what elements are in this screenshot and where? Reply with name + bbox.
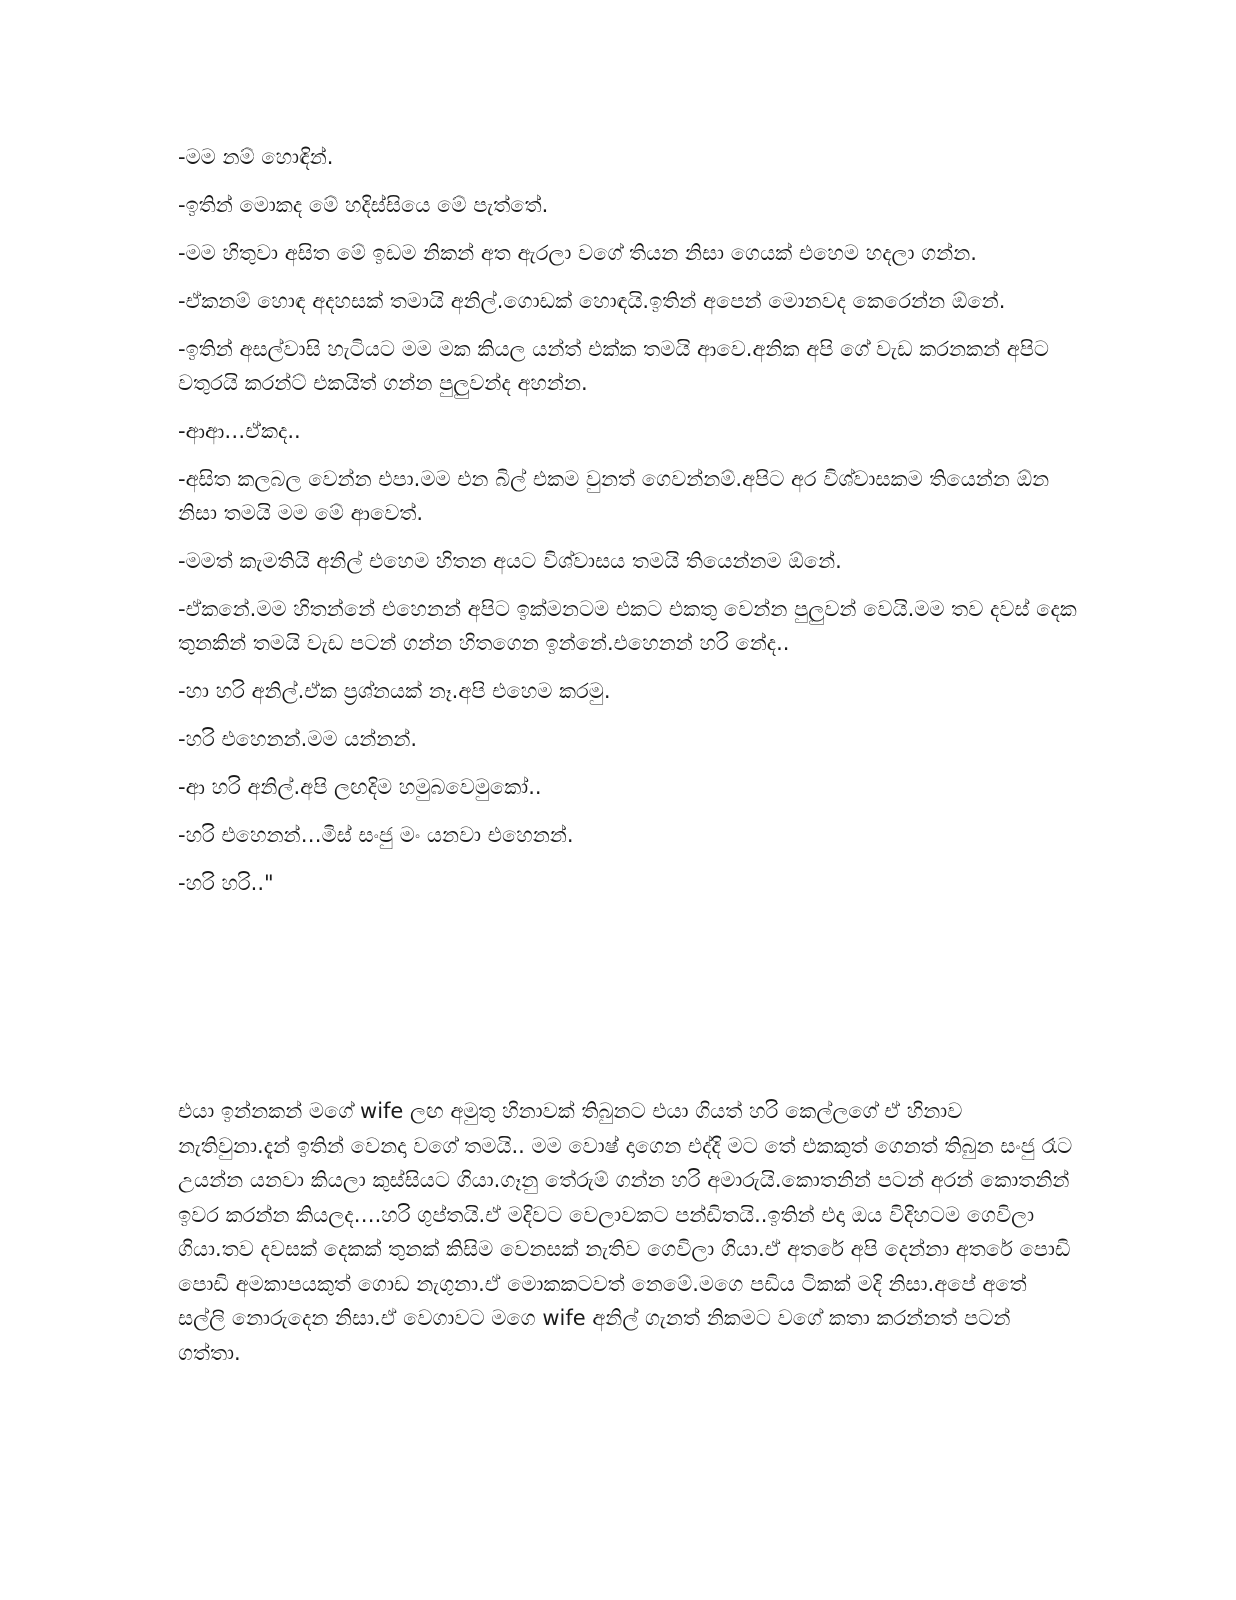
dialogue-line: -මමත් කැමතියි අනිල් එහෙම හිතන අයට විශ්වාසය තමයි තියෙන්නම ඕනේ.	[178, 549, 842, 573]
dialogue-line: -ඒකනේ.මම හිතන්නේ එහෙනන් අපිට ඉක්මනටම එකට එකතු වෙන්න පුලුවන් වෙයි.මම තව දවස් දෙක තුනකින් තමයි වැඩ පටන් ගන්න හිතගෙන ඉන්නේ.එහෙනන් හරි නේද..	[178, 597, 1077, 655]
narrative-paragraph: එයා ඉන්නකන් මගේ wife ලඟ අමුතු හිනාවක් තිබුනට එයා ගියත් හරි කෙල්ලගේ ඒ හිනාව නැතිවුනා.දැන් ඉතින් වෙනදා වගේ තමයි.. මම වොෂ් දාගෙන එද්දි මට තේ එකකුත් ගෙනත් තිබුන සංජු රෑට උයන්න යනවා කියලා කුස්සියට ගියා.ගෑනු තේරුම් ගන්න හරි අමාරුයි.කොතනින් පටන් අරන් කොතනින් ඉවර කරන්න කියලද….හරි ගුප්තයි.ඒ මදිවට වෙලාවකට පන්ඩිතයි..ඉතින් එදා ඔය විදිහටම ගෙවිලා ගියා.තව දවසක් දෙකක් තුනක් කිසිම වෙනසක් නැතිව ගෙවිලා ගියා.ඒ අතරේ අපි දෙන්නා අතරේ පොඩි පොඩි අමකාපයකුත් ගොඩ නැගුනා.ඒ මොකකටවත් නෙමේ.මගෙ පඩිය ටිකක් මදි නිසා.අපේ අතේ සල්ලි නොරුදෙන නිසා.ඒ වෙගාවට මගෙ wife අනිල් ගැනත් නිකමට වගේ කතා කරන්නත් පටන් ගත්තා.	[178, 1099, 1073, 1365]
dialogue-line: -ඒකනම් හොඳ අදහසක් තමායි අනිල්.ගොඩක් හොඳයි.ඉතින් අපෙන් මොනවද කෙරෙන්න ඕනේ.	[178, 289, 1006, 313]
dialogue-line: -ආ හරි අනිල්.අපි ලඟදිම හමුබවෙමුකෝ..	[178, 775, 542, 799]
dialogue-line: -මම හිතුවා අසිත මේ ඉඩම නිකන් අත ඇරලා වගේ තියන නිසා ගෙයක් එහෙම හදලා ගන්න.	[178, 241, 977, 265]
dialogue-line: -ඉතින් අසල්වාසි හැටියට මම මක කියල යන්ත් එක්ක තමයි ආවෙ.අනික අපි ගේ වැඩ කරනකන් අපිට වතුරයි කරන්ට් එකයිත් ගන්න පුලුවන්ද අහන්න.	[178, 337, 1050, 395]
dialogue-line: -අසිත කලබල වෙන්න එපා.මම එන බිල් එකම වුනත් ගෙවන්නම්.අපිට අර විශ්වාසකම තියෙන්න ඕන නිසා තමයි මම මේ ආවෙත්.	[178, 467, 1050, 525]
dialogue-line: -ඉතින් මොකද මේ හදිස්සියෙ මේ පැත්තේ.	[178, 193, 549, 217]
dialogue-line: -ආආ…ඒකද..	[178, 419, 301, 443]
dialogue-line: -හා හරි අනිල්.ඒක ප්‍රශ්නයක් නෑ.අපි එහෙම කරමු.	[178, 679, 611, 703]
dialogue-line: -හරි එහෙනන්.මම යන්නන්.	[178, 727, 418, 751]
dialogue-block	[178, 140, 1078, 914]
dialogue-line: -හරි එහෙනන්…මිස් සංජු මං යනවා එහෙනන්.	[178, 823, 574, 847]
narrative-block	[178, 1094, 1078, 1370]
dialogue-line: -මම නම් හොඳින්.	[178, 145, 334, 169]
dialogue-line: -හරි හරි.."	[178, 871, 274, 895]
